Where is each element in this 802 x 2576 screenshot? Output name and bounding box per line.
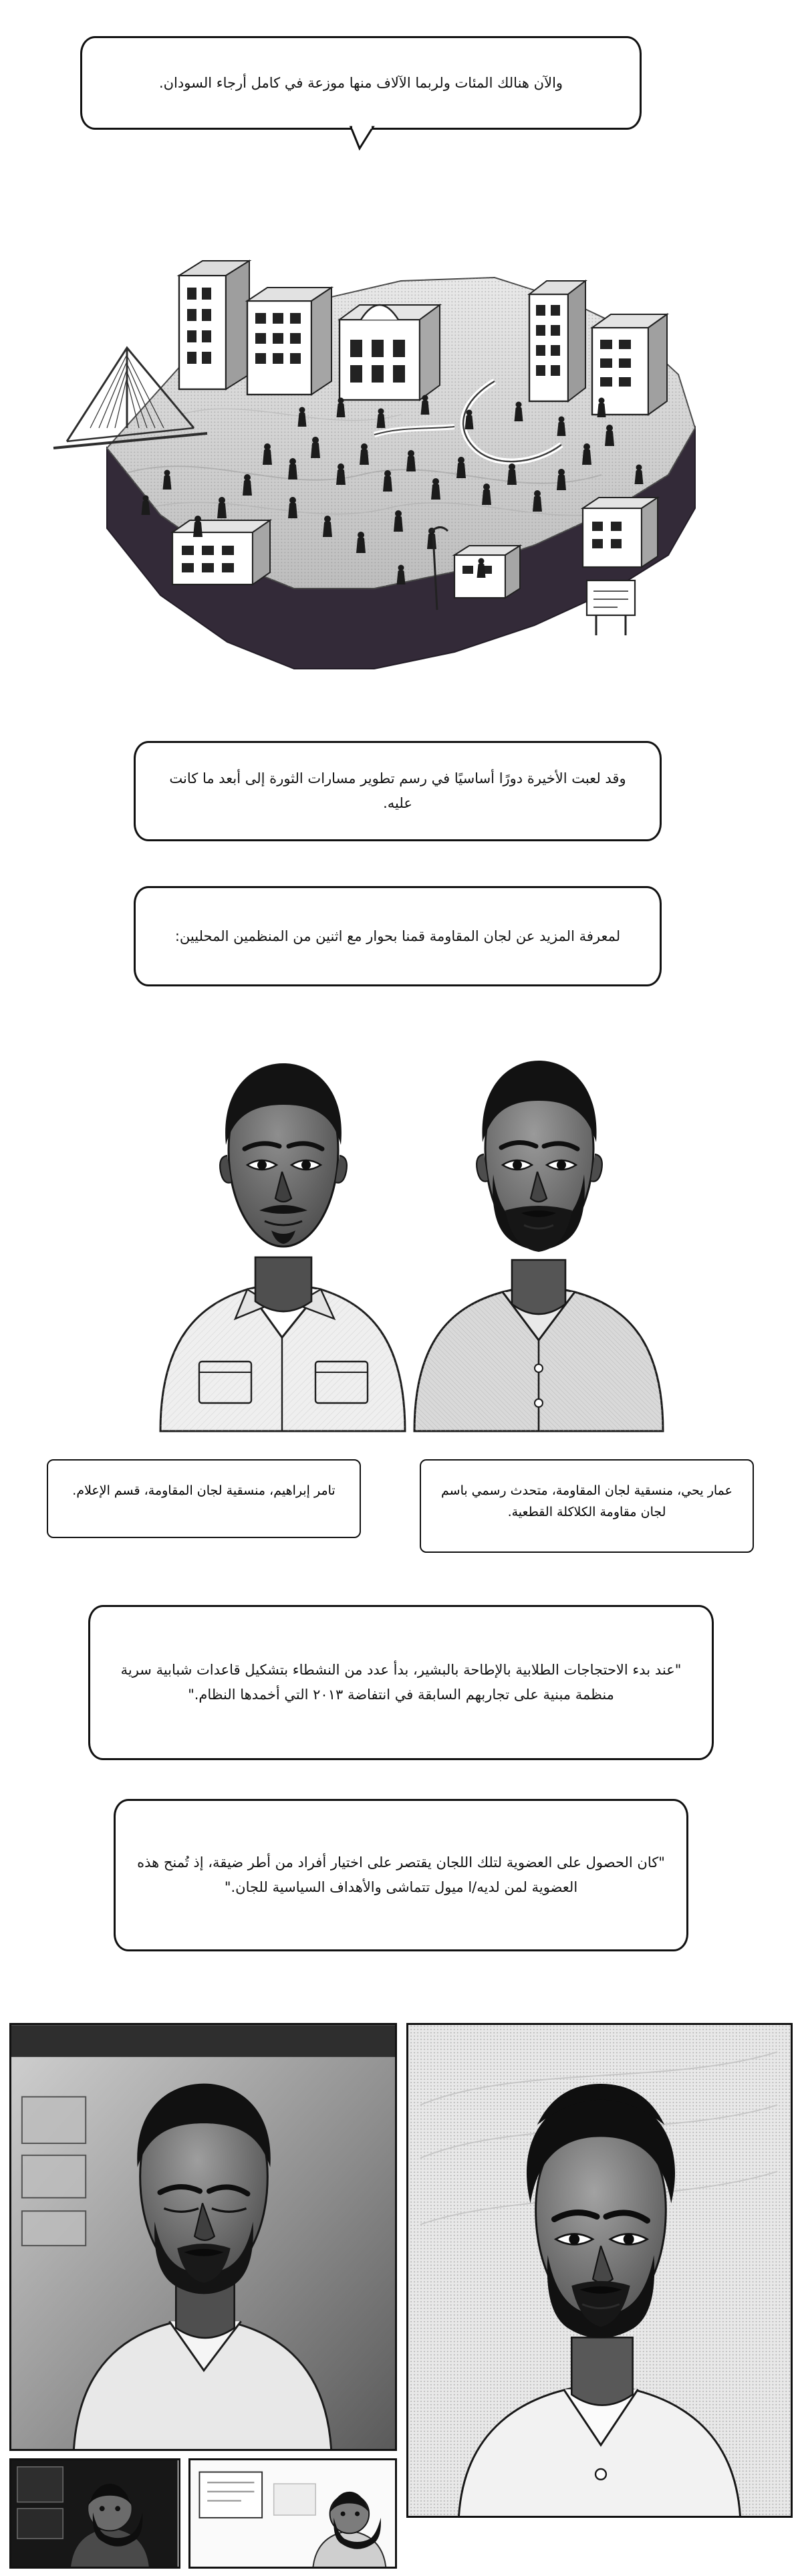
video-call-panel-right bbox=[406, 2023, 793, 2518]
speech-bubble-quote-1-text: "عند بدء الاحتجاجات الطلابية بالإطاحة بالبشير، بدأ عدد من النشطاء بتشكيل قاعدات شبابية سرية منظمة مبنية على تجاربهم السابقة في انتفاضة ٢٠١٣ التي أخمدها النظام." bbox=[120, 1662, 682, 1703]
speech-bubble-intro-text: والآن هنالك المئات ولربما الآلاف منها موزعة في كامل أرجاء السودان. bbox=[158, 74, 563, 91]
speech-bubble-quote-2 bbox=[114, 1799, 688, 1951]
speech-bubble-interview bbox=[134, 886, 662, 986]
map-svg bbox=[27, 160, 775, 709]
video-call-thumbnail-a bbox=[9, 2458, 180, 2569]
portraits-svg bbox=[80, 990, 722, 1444]
video-call-panel-right-svg bbox=[407, 2025, 791, 2517]
caption-ammar-yehia bbox=[420, 1459, 754, 1553]
video-call-panel-left bbox=[9, 2023, 397, 2451]
organizers-portraits-illustration bbox=[80, 990, 722, 1444]
portrait-left-person bbox=[160, 1063, 405, 1431]
caption-tamer-text: تامر إبراهيم، منسقية لجان المقاومة، قسم الإعلام. bbox=[72, 1483, 336, 1498]
video-call-panel-left-svg bbox=[10, 2025, 395, 2450]
speech-bubble-interview-text: لمعرفة المزيد عن لجان المقاومة قمنا بحوار مع اثنين من المنظمين المحليين: bbox=[174, 928, 621, 944]
map-billboard bbox=[587, 580, 635, 635]
video-call-thumbnail-b-svg bbox=[189, 2460, 395, 2568]
isometric-map-illustration bbox=[27, 160, 775, 709]
video-call-thumbnail-b bbox=[188, 2458, 397, 2569]
speech-bubble-role-text: وقد لعبت الأخيرة دورًا أساسيًا في رسم تطوير مسارات الثورة إلى أبعد ما كانت عليه. bbox=[169, 770, 626, 811]
speech-bubble-quote-1 bbox=[88, 1605, 714, 1760]
speech-bubble-role bbox=[134, 741, 662, 841]
video-call-thumbnail-a-svg bbox=[10, 2460, 178, 2568]
caption-ammar-text: عمار يحي، منسقية لجان المقاومة، متحدث رسمي باسم لجان مقاومة الكلاكلة القطعية. bbox=[441, 1483, 732, 1520]
speech-bubble-intro-tail bbox=[348, 126, 394, 152]
portrait-right-person bbox=[414, 1061, 663, 1431]
speech-bubble-quote-2-text: "كان الحصول على العضوية لتلك اللجان يقتصر على اختيار أفراد من أطر ضيقة، إذ تُمنح هذه العضوية لمن لديه/ا ميول تتماشى والأهداف السياسية للجان." bbox=[137, 1854, 665, 1895]
speech-bubble-intro bbox=[80, 36, 642, 130]
caption-tamer-ibrahim bbox=[47, 1459, 361, 1538]
